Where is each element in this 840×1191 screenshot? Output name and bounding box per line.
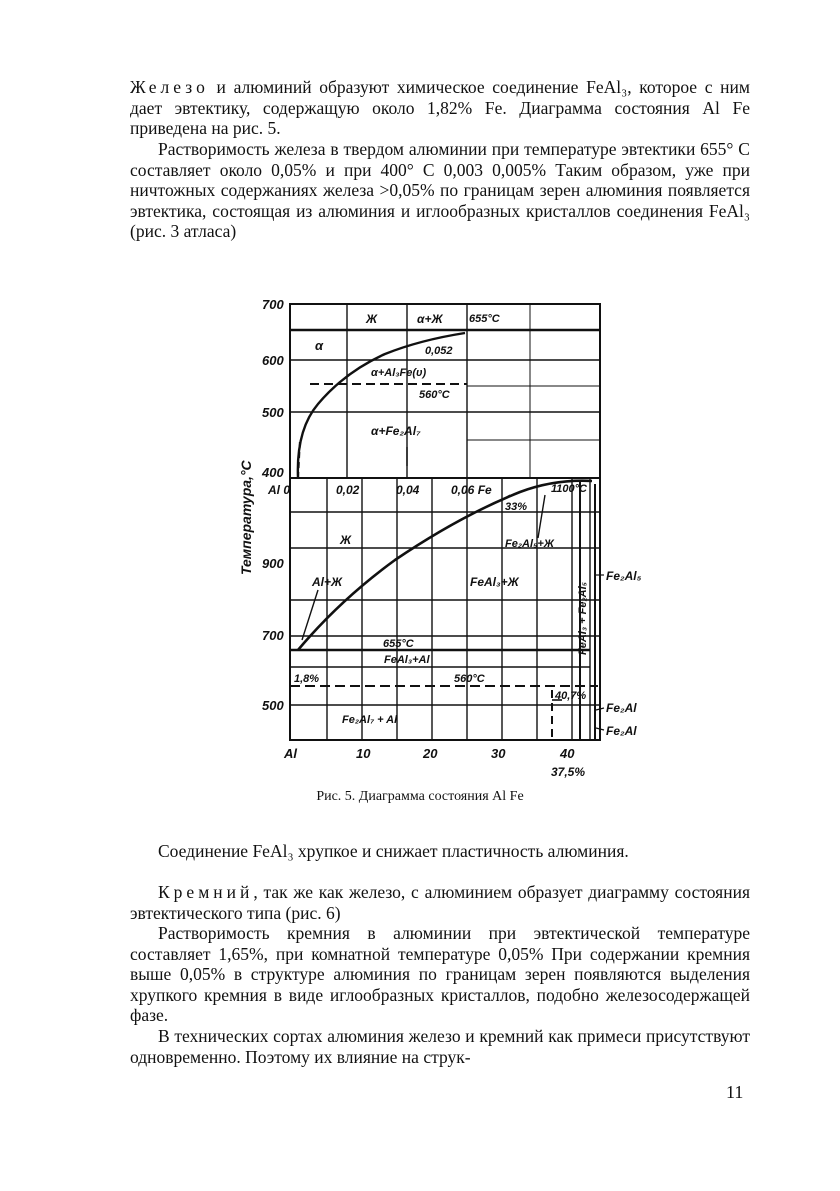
top-y-tick: 700 [262,297,284,312]
label-fe2al5-liquid: Fe₂Al₅+Ж [505,538,555,550]
bottom-liquidus-curve [298,481,592,650]
bottom-x-extra: 37,5% [551,765,586,779]
bottom-x-tick: 10 [356,746,371,761]
label-liquid-bottom: Ж [340,533,352,547]
top-y-tick: 400 [262,465,284,480]
paragraph-feal3-brittle [130,841,750,862]
label-alpha-liquid: α+Ж [417,312,443,326]
label-alpha-al3fe: α+Al₃Fe(υ) [371,367,427,379]
paragraph-6-text: В технических сортах алюминия железо и кремний как примеси присутствуют одновременно. Поэтому их влияние на струк- [130,1026,750,1067]
label-feal3-al: FeAl₃+Al [384,654,430,666]
paragraph-3-text: Соединение FeAl₃ хрупкое и снижает пластичность алюминия. [158,841,629,861]
top-x-tick: 0,06 Fe [451,483,492,497]
top-y-tick: 500 [262,405,284,420]
bottom-y-tick: 700 [262,628,284,643]
bottom-x-tick: 30 [491,746,506,761]
bottom-y-tick: 900 [262,556,284,571]
paragraph-silicon-solubility [130,923,750,1026]
bottom-x-tick: Al [284,746,297,761]
paragraph-impurities [130,1026,750,1067]
label-al-liquid: Al+Ж [312,575,343,589]
label-fe2al5: Fe₂Al₅ [606,569,642,583]
bottom-x-tick: 20 [423,746,438,761]
leader-line-fe2al5-liquid [538,495,545,538]
label-liquid-top: Ж [366,312,378,326]
emphasized-word-silicon: Кремний [158,882,254,902]
label-655-bottom: 655°С [383,638,414,650]
label-alpha: α [315,338,324,353]
y-axis-label: Температура,°С [238,460,254,575]
label-407: 40,7% [555,690,587,702]
bottom-y-tick: 500 [262,698,284,713]
top-x-tick: 0,04 [396,483,420,497]
label-18: 1,8% [294,673,320,685]
figure-caption: Рис. 5. Диаграмма состояния Al Fe [316,789,524,804]
leader-line-al-liquid [302,590,318,640]
paragraph-silicon [130,882,750,923]
label-560-bottom: 560°С [454,673,485,685]
top-x-tick: 0,02 [336,483,360,497]
label-feal3-liquid: FeAl₃+Ж [470,575,519,589]
label-0052: 0,052 [425,345,453,357]
label-1100: 1100°С [551,483,587,495]
label-560-top: 560°С [419,389,450,401]
paragraph-2-text: Растворимость железа в твердом алюминии при температуре эвтектики 655° С составляет около 0,05% и при 400° С 0,003 0,005% Таким образом, уже при ничтожных содержаниях железа >0,05% по границам зерен алюминия появляется эвтектика, состоящая из алюминия и иглообразных кристаллов соединения FeAl₃ (рис. 3 атласа) [130,139,750,241]
top-y-tick: 600 [262,353,284,368]
page-number: 11 [726,1082,744,1102]
paragraph-1-text: и алюминий образуют химическое соединение FeAl₃, которое с ним дает эвтектику, содержащую около 1,82% Fe. Диаграмма состояния Al Fe приведена на рис. 5. [130,77,750,138]
label-33: 33% [505,501,528,513]
top-x-tick: Al 0 [268,483,291,497]
label-fe2al-a: Fe₂Al [606,701,637,715]
label-fe2al7-al: Fe₂Al₇ + Al [342,714,398,726]
label-feal3-fe2al5: FeAl₃ + Fe₂Al₅ [577,581,589,655]
emphasized-word-iron: Железо [130,77,209,97]
label-655-top: 655°С [469,313,500,325]
label-fe2al-b: Fe₂Al [606,724,637,738]
label-alpha-fe2al7: α+Fe₂Al₇ [371,424,421,438]
paragraph-4-text: , так же как железо, с алюминием образует диаграмму состояния эвтектического типа (рис. 6) [130,882,750,923]
paragraph-5-text: Растворимость кремния в алюминии при эвтектической температуре составляет 1,65%, при комнатной температуре 0,05% При содержании кремния выше 0,05% в структуре алюминия по границам зерен появляются выделения хрупкого кремния в виде иглообразных кристаллов, подобно железосодержащей фазе. [130,923,750,1025]
bottom-x-tick: 40 [560,746,575,761]
